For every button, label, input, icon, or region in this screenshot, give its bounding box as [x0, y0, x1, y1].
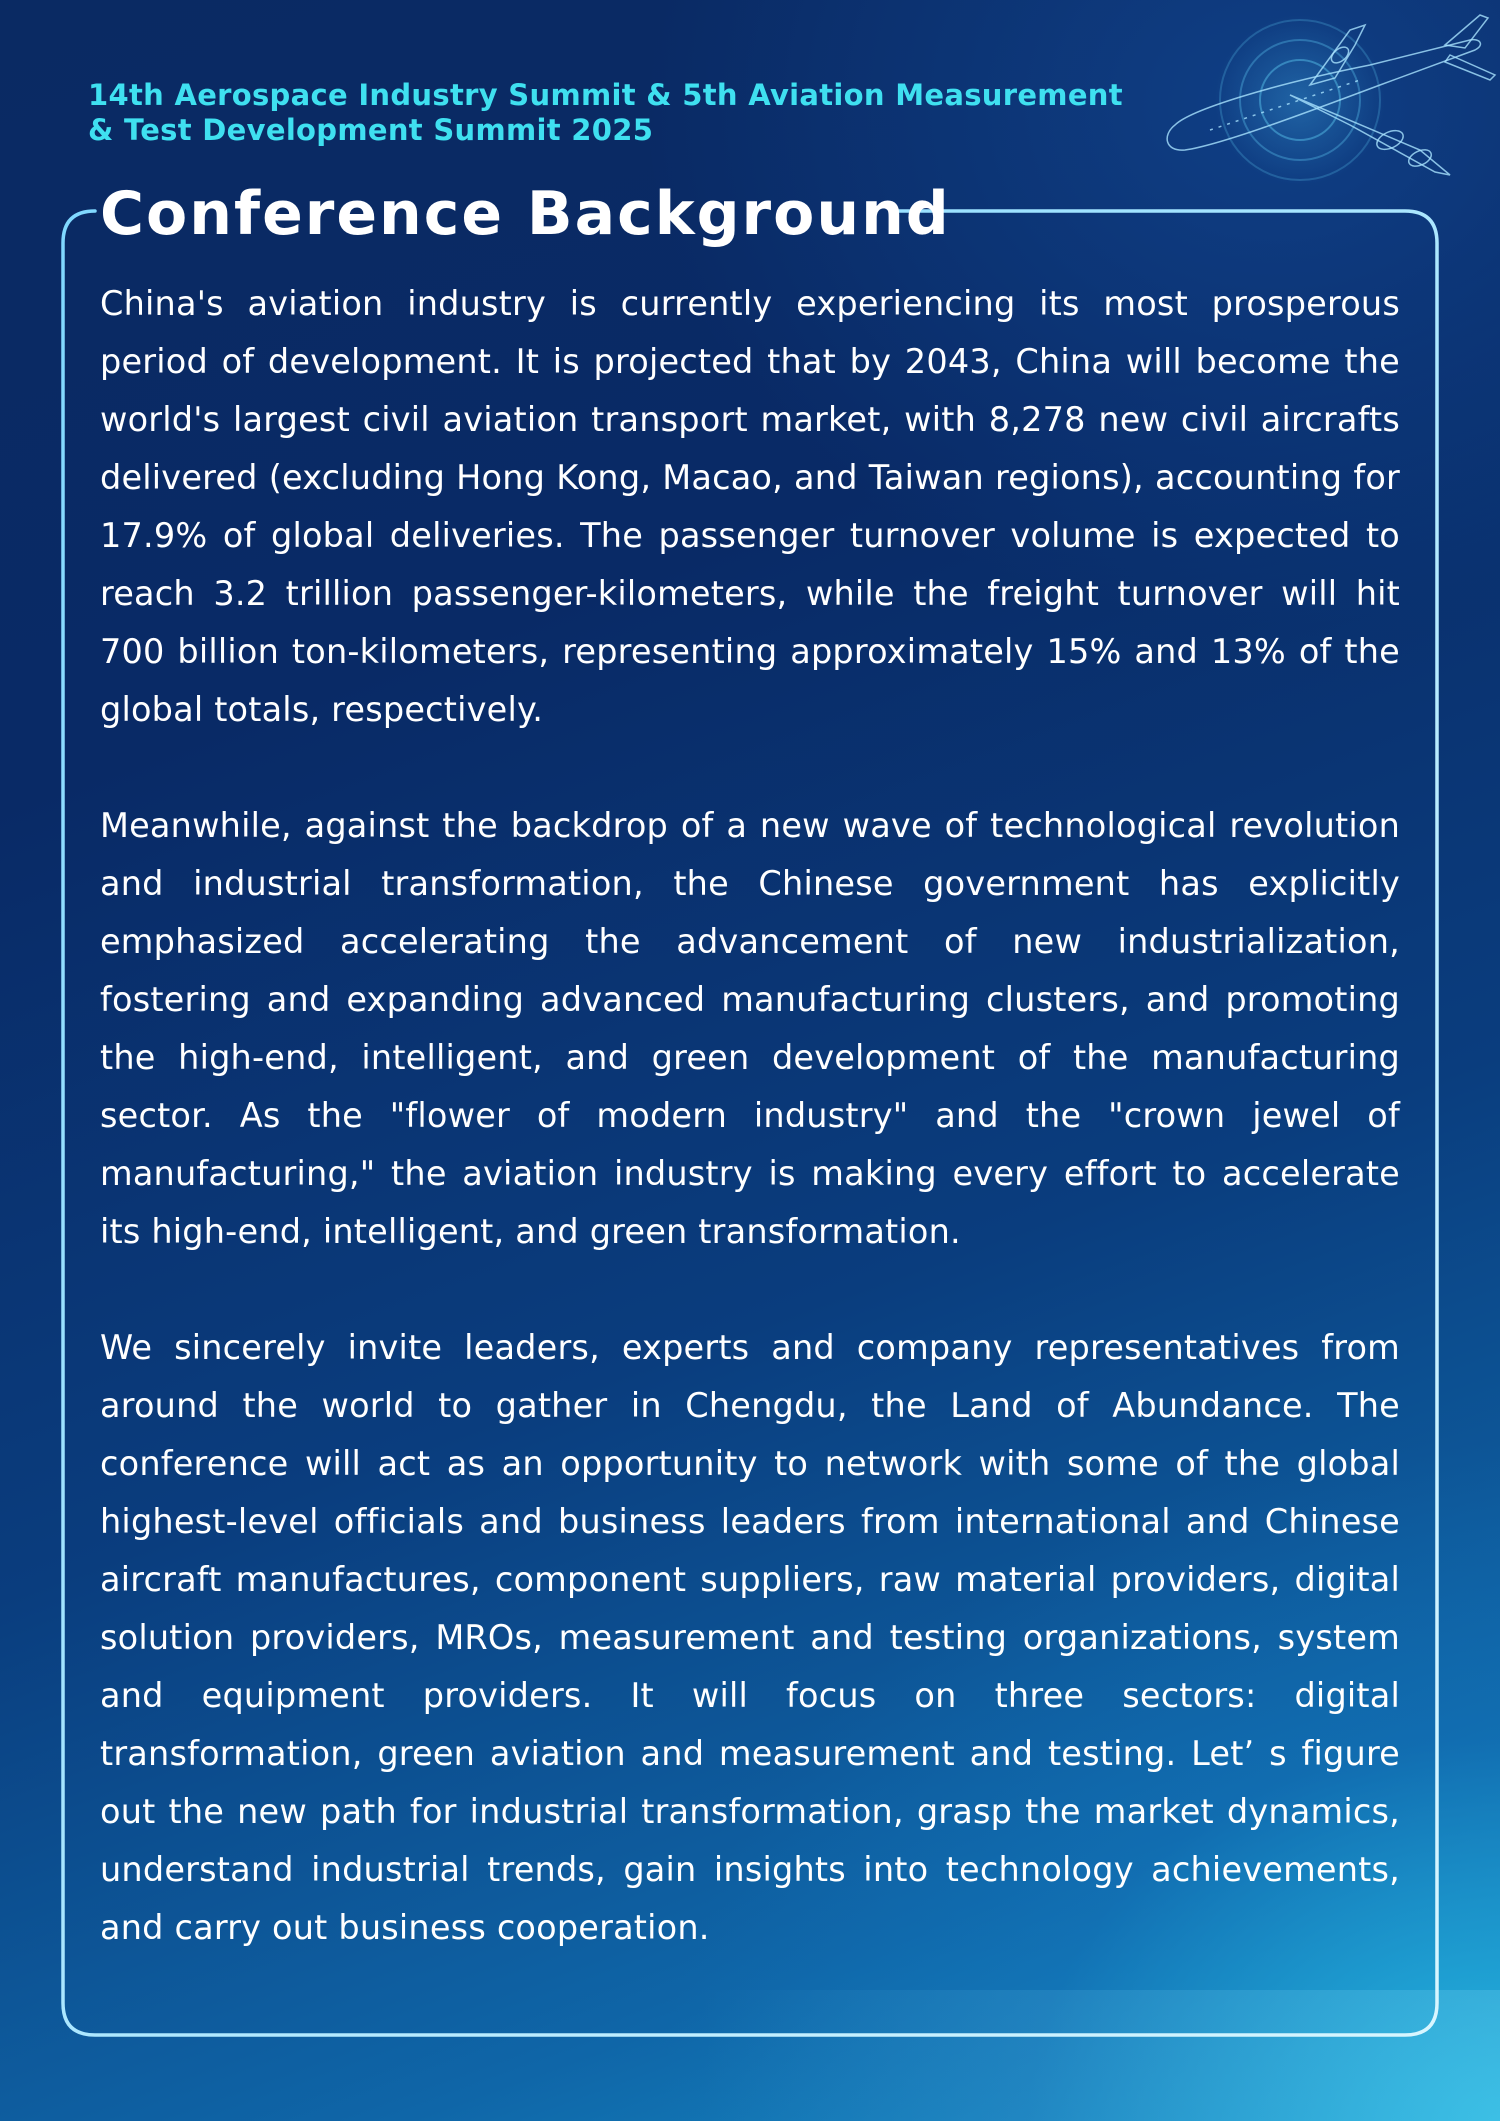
summit-title: [88, 78, 1128, 148]
summit-title-line-2: & Test Development Summit 2025: [88, 113, 654, 147]
summit-title-line-1: 14th Aerospace Industry Summit & 5th Aviation Measurement: [88, 78, 1123, 112]
section-title: Conference Background: [100, 179, 951, 249]
body-text: [100, 275, 1400, 1957]
bottom-light-decoration: [700, 1990, 1500, 2121]
paragraph-invitation: We sincerely invite leaders, experts and company representatives from around the world to gather in Chengdu, the Land of Abundance. The conference will act as an opportunity to network with some of the global highest-level officials and business leaders from international and Chinese aircraft manufactures, component suppliers, raw material providers, digital solution providers, MROs, measurement and testing organizations, system and equipment providers. It will focus on three sectors: digital transformation, green aviation and measurement and testing. Let’ s figure out the new path for industrial transformation, grasp the market dynamics, understand industrial trends, gain insights into technology achievements, and carry out business cooperation.: [100, 1328, 1400, 1947]
paragraph-industrial-transformation: Meanwhile, against the backdrop of a new wave of technological revolution and industrial transformation, the Chinese government has explicitly emphasized accelerating the advancement of new industrialization, fostering and expanding advanced manufacturing clusters, and promoting the high-end, intelligent, and green development of the manufacturing sector. As the "flower of modern industry" and the "crown jewel of manufacturing," the aviation industry is making every effort to accelerate its high-end, intelligent, and green transformation.: [100, 806, 1400, 1251]
paragraph-market-outlook: China's aviation industry is currently experiencing its most prosperous period of development. It is projected that by 2043, China will become the world's largest civil aviation transport market, with 8,278 new civil aircrafts delivered (excluding Hong Kong, Macao, and Taiwan regions), accounting for 17.9% of global deliveries. The passenger turnover volume is expected to reach 3.2 trillion passenger-kilometers, while the freight turnover will hit 700 billion ton-kilometers, representing approximately 15% and 13% of the global totals, respectively.: [100, 284, 1400, 729]
airplane-wireframe-icon: [1150, 0, 1500, 200]
